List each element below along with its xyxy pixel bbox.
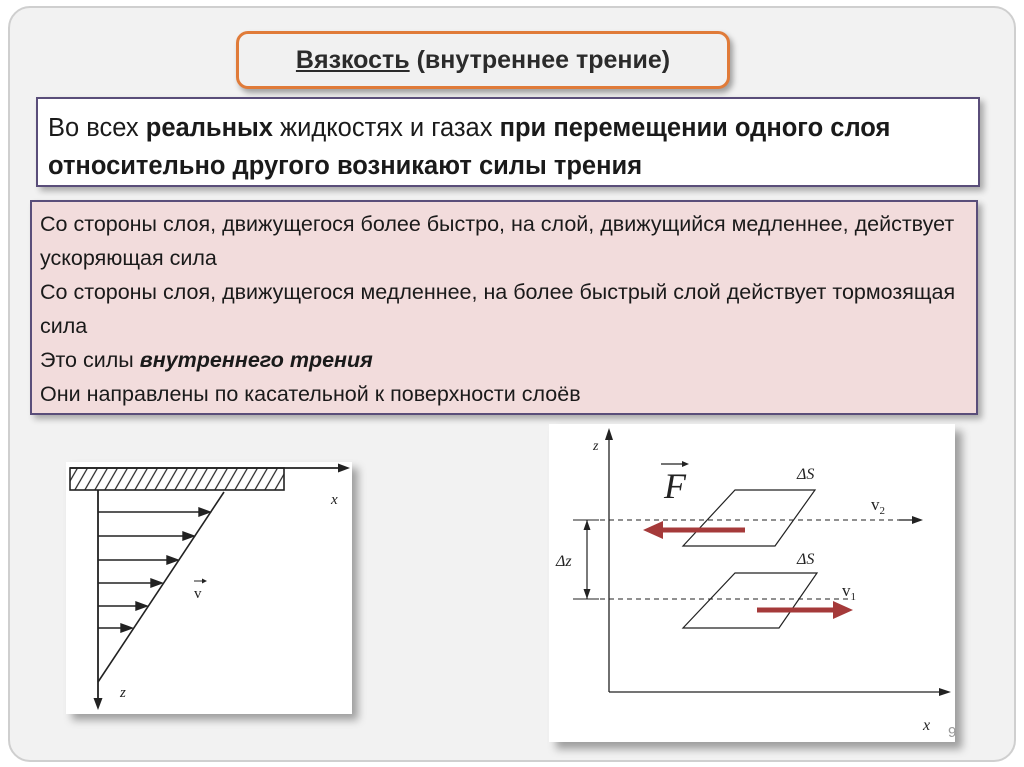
page-number: 9: [948, 724, 957, 741]
def-text-1: Во всех: [48, 114, 146, 142]
info-line-3: [40, 343, 968, 377]
braking-force-arrow: [643, 521, 745, 539]
info-line-3-prefix: Это силы: [40, 348, 140, 372]
lower-area-element: [683, 573, 817, 628]
v1-label: [842, 581, 856, 603]
def-text-2: жидкостях и газах: [272, 114, 500, 142]
x-axis-label: x: [331, 492, 338, 508]
v2-sub: 2: [879, 505, 885, 517]
moving-plate: [70, 468, 284, 490]
dz-arrow-down: [584, 589, 591, 599]
force-label: F: [664, 466, 686, 506]
friction-layers-diagram: [549, 424, 955, 742]
slide-title: [236, 31, 730, 89]
v2-main: v: [871, 495, 880, 514]
upper-area-label: ΔS: [797, 466, 815, 483]
v1-sub: 1: [850, 591, 856, 603]
dz-arrow-up: [584, 520, 591, 530]
upper-area-element: [683, 490, 815, 546]
title-underlined: Вязкость: [295, 45, 410, 74]
velocity-profile-diagram: [66, 462, 352, 714]
z-axis-arrowhead: [605, 428, 613, 440]
velocity-vectors: [98, 508, 210, 632]
v1-main: v: [842, 581, 851, 600]
info-line-4: Они направлены по касательной к поверхности слоёв: [40, 382, 581, 406]
definition-box: [36, 97, 980, 187]
x-axis-arrowhead: [939, 688, 951, 696]
def-bold-1: реальных: [145, 114, 273, 142]
velocity-label: v: [194, 586, 202, 602]
x-axis-label: x: [923, 717, 931, 734]
title-rest: (внутреннее трение): [409, 45, 671, 74]
velocity-profile-figure: [66, 462, 352, 714]
friction-layers-figure: [549, 424, 955, 742]
z-axis-label: z: [120, 685, 126, 701]
velocity-vector-mark-head: [202, 579, 207, 584]
profile-line: [98, 492, 224, 682]
dz-label: Δz: [556, 553, 572, 570]
v2-arrowhead: [912, 516, 923, 524]
info-line-3-emphasis: внутреннего трения: [139, 348, 373, 372]
info-line-2: Со стороны слоя, движущегося медленнее, на более быстрый слой действует тормозящая сила: [40, 280, 956, 338]
info-box: [30, 200, 978, 415]
v2-label: [871, 495, 885, 517]
lower-area-label: ΔS: [797, 551, 815, 568]
z-axis-arrowhead: [94, 698, 103, 710]
accelerating-force-arrow: [757, 601, 853, 619]
info-line-1: Со стороны слоя, движущегося более быстро, на слой, движущийся медленнее, действует ускоряющая сила: [40, 212, 955, 270]
z-axis-label: z: [593, 439, 599, 454]
x-axis-arrowhead: [338, 464, 350, 473]
def-bold-2: при перемещении одного слоя относительно другого возникают силы трения: [48, 114, 891, 180]
